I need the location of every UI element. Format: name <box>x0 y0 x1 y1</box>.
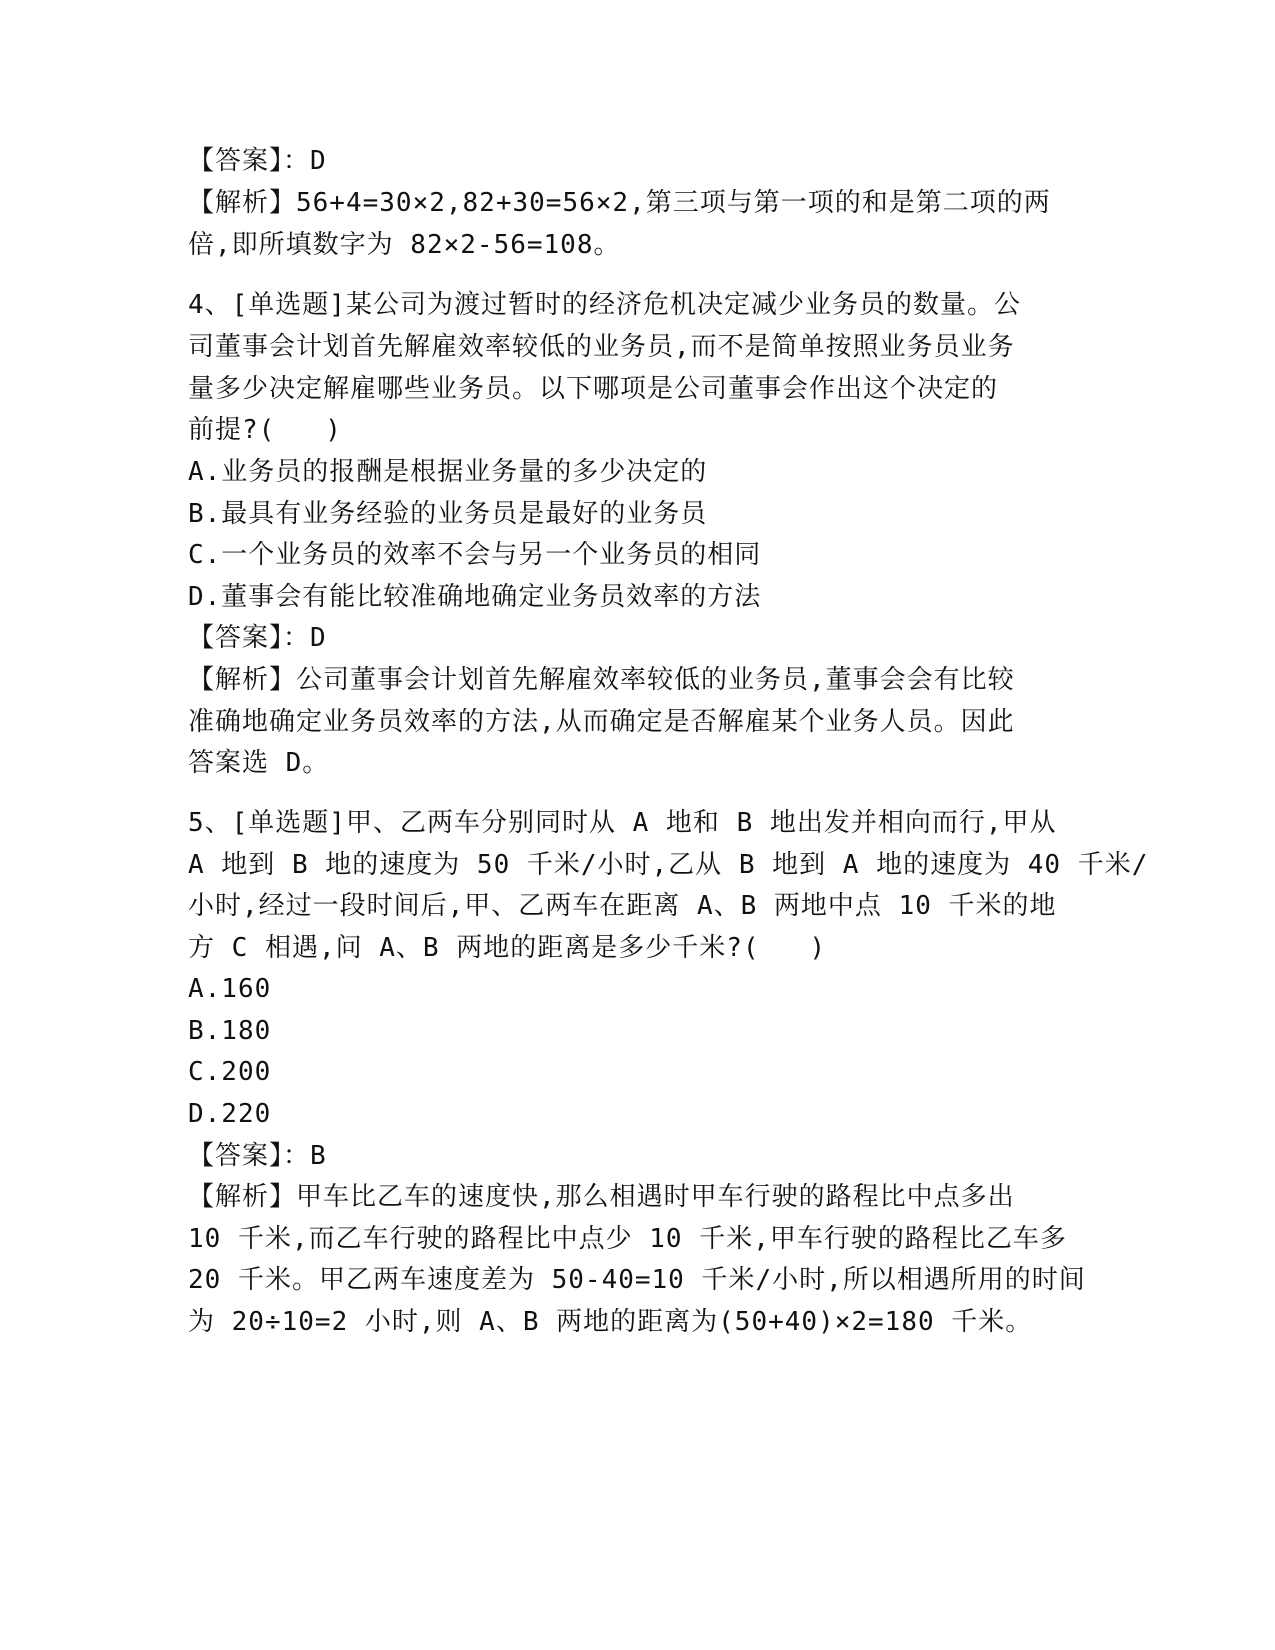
q5-analysis-line: 【解析】甲车比乙车的速度快,那么相遇时甲车行驶的路程比中点多出 <box>188 1182 1015 1212</box>
q4-stem-line: 量多少决定解雇哪些业务员。以下哪项是公司董事会作出这个决定的 <box>188 374 999 404</box>
q4-analysis-line: 准确地确定业务员效率的方法,从而确定是否解雇某个业务人员。因此 <box>188 707 1015 737</box>
q5-analysis-line: 为 20÷10=2 小时,则 A、B 两地的距离为(50+40)×2=180 千米。 <box>188 1307 1033 1337</box>
q5-analysis-line: 10 千米,而乙车行驶的路程比中点少 10 千米,甲车行驶的路程比乙车多 <box>188 1224 1067 1254</box>
q4-stem-line: 前提?( ) <box>188 415 342 445</box>
q4-option-d: D.董事会有能比较准确地确定业务员效率的方法 <box>188 582 762 612</box>
q5-answer: 【答案】：B <box>188 1141 327 1171</box>
q4-option-a: A.业务员的报酬是根据业务量的多少决定的 <box>188 457 708 487</box>
q5-stem-line: A 地到 B 地的速度为 50 千米/小时,乙从 B 地到 A 地的速度为 40 千米/ <box>188 850 1149 880</box>
q5-option-d: D.220 <box>188 1099 272 1129</box>
q4-stem-line: 司董事会计划首先解雇效率较低的业务员,而不是简单按照业务员业务 <box>188 332 1015 362</box>
q5-option-b: B.180 <box>188 1016 272 1046</box>
q5-option-c: C.200 <box>188 1057 272 1087</box>
q4-analysis-line: 【解析】公司董事会计划首先解雇效率较低的业务员,董事会会有比较 <box>188 665 1015 695</box>
q4-option-b: B.最具有业务经验的业务员是最好的业务员 <box>188 499 708 529</box>
q3-analysis-line: 【解析】56+4=30×2,82+30=56×2,第三项与第一项的和是第二项的两 <box>188 188 1051 218</box>
q5-stem-line: 小时,经过一段时间后,甲、乙两车在距离 A、B 两地中点 10 千米的地 <box>188 891 1057 921</box>
q3-answer: 【答案】：D <box>188 146 327 176</box>
q4-answer: 【答案】：D <box>188 623 327 653</box>
q4-option-c: C.一个业务员的效率不会与另一个业务员的相同 <box>188 540 762 570</box>
q4-analysis-line: 答案选 D。 <box>188 748 330 778</box>
q5-analysis-line: 20 千米。甲乙两车速度差为 50-40=10 千米/小时,所以相遇所用的时间 <box>188 1265 1086 1295</box>
q5-stem-line: 5、[单选题]甲、乙两车分别同时从 A 地和 B 地出发并相向而行,甲从 <box>188 808 1057 838</box>
q3-analysis-line: 倍,即所填数字为 82×2-56=108。 <box>188 230 621 260</box>
q5-option-a: A.160 <box>188 974 272 1004</box>
q5-stem-line: 方 C 相遇,问 A、B 两地的距离是多少千米?( ) <box>188 933 827 963</box>
q4-stem-line: 4、[单选题]某公司为渡过暂时的经济危机决定减少业务员的数量。公 <box>188 290 1021 320</box>
